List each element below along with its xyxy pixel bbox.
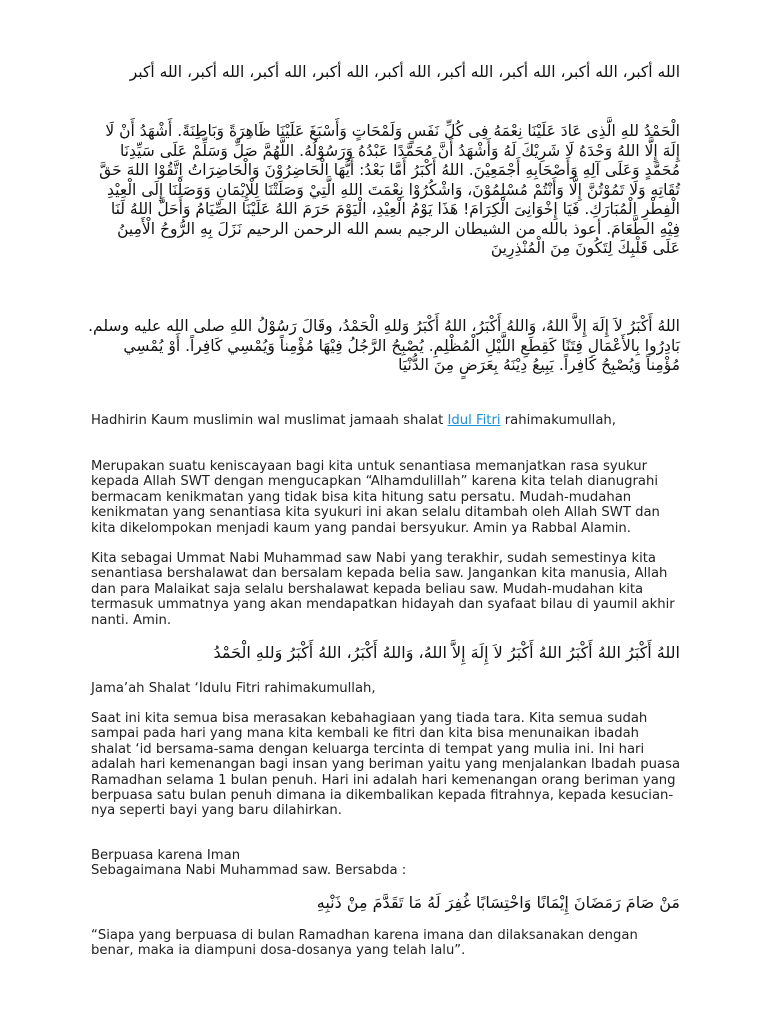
greeting-paragraph — [91, 413, 681, 428]
arabic-hadith-intro: اللهُ أَكْبَرُ لاَ إِلَهَ إِلاَّ اللهُ، وَاللهُ أَكْبَرُ، اللهُ أَكْبَرُ وَللهِ الْحَمْدُ، وقَالَ رَسُوْلُ اللهِ صلى الله عليه وسلم. بَادِرُوا بِالأَعْمَالِ فِتَنًا كَقِطَعِ اللَّيْلِ الْمُظْلِمِ. يُصْبِحُ الرَّجُلُ فِيْهَا مُؤْمِناً وَيُمْسِي كَافِراً. أَوْ يُمْسِي مُؤْمِناً وَيُصْبِحُ كَافِراً. يَبِيعُ دِيْنَهُ بِعَرَضٍ مِنَ الدُّنْيَا — [88, 317, 680, 374]
greeting-text: Hadhirin Kaum muslimin wal muslimat jamaah shalat — [91, 413, 448, 428]
syukur-paragraph: Merupakan suatu keniscayaan bagi kita untuk senantiasa memanjatkan rasa syukur kepada Allah SWT dengan mengucapkan “Alhamdulillah” karena kita telah dianugrahi bermacam kenikmatan yang tidak bisa kita hitung satu persatu. Mudah-mudahan kenikmatan yang senantiasa kita syukuri ini akan selalu ditambah oleh Allah SWT dan kita dikelompokan menjadi kaum yang pandai bersyukur. Amin ya Rabbal Alamin. — [91, 459, 660, 536]
kemenangan-paragraph: Saat ini kita semua bisa merasakan kebahagiaan yang tiada tara. Kita semua sudah sampai pada hari yang mana kita kembali ke fitri dan kita bisa menunaikan ibadah shalat ‘id bersama-sama dengan keluarga tercinta di tempat yang mulia ini. Ini hari adalah hari kemenangan bagi insan yang beriman yaitu yang menjalankan Ibadah puasa Ramadhan selama 1 bulan penuh. Hari ini adalah hari kemenangan orang beriman yang berpuasa satu bulan penuh dimana ia dikembalikan kepada fitrahnya, kepada kesuciannya seperti bayi yang baru dilahirkan. — [91, 711, 681, 819]
hadith-intro: Sebagaimana Nabi Muhammad saw. Bersabda : — [91, 863, 407, 879]
arabic-hadith-ramadhan: مَنْ صَامَ رَمَضَانَ إِيْمَانًا وَاحْتِسَابًا غُفِرَ لَهُ مَا تَقَدَّمَ مِنْ ذَنْبِهِ — [316, 893, 680, 912]
puasa-heading: Berpuasa karena Iman — [91, 848, 241, 863]
hadith-translation: “Siapa yang berpuasa di bulan Ramadhan karena imana dan dilaksanakan dengan benar, maka ia diampuni dosa-dosanya yang telah lalu”. — [91, 928, 638, 959]
arabic-takbir-intro: الله أكبر، الله أكبر، الله أكبر، الله أكبر، الله أكبر، الله أكبر، الله أكبر، الله أكبر، الله أكبر — [129, 63, 680, 81]
idul-fitri-link[interactable]: Idul Fitri — [447, 413, 501, 428]
shalawat-paragraph: Kita sebagai Ummat Nabi Muhammad saw Nabi yang terakhir, sudah semestinya kita senantiasa bershalawat dan bersalam kepada belia saw. Jangankan kita manusia, Allah dan para Malaikat saja selalu bershalawat kepada beliau saw. Mudah-mudahan kita termasuk ummatnya yang akan mendapatkan hidayah dan syafaat bilau di yaumil akhir nanti. Amin. — [91, 551, 675, 628]
arabic-opening-prayer: الْحَمْدُ للهِ الَّذِى عَادَ عَلَيْنَا نِعْمَهُ فِى كُلِّ نَفَسٍ وَلَمْحَاتٍ وَأَسْبَغَ عَلَيْنَا ظَاهِرَةً وَبَاطِنَةً. أَشْهَدُ أَنْ لَا إِلَهَ إِلَّا اللهُ وَحْدَهُ لَا شَرِيْكَ لَهُ وَأَشْهَدُ أَنَّ مُحَمَّدًا عَبْدُهُ وَرَسُوْلُهُ. اللَّهُمَّ صَلِّ وَسَلِّمْ عَلَى سَيِّدِنَا مُحَمَّدٍ وَعَلَى آلِهِ وَأَصْحَابِهِ أَجْمَعِيْنَ. اللهُ أَكْبَرُ أَمَّا بَعْدُ: أَيُّهَا الْحَاضِرُوْنَ وَالْحَاضِرَاتُ اِتَّقُوْا اللهَ حَقَّ تُقَاتِهِ وَلَا تَمُوْتُنَّ إِلَّا وَأَنْتُمْ مُسْلِمُوْنَ، وَاشْكُرُوْا نِعْمَتَ اللهِ الَّتِيْ وَصَلَتْنَا لِلْإِيْمَانِ وَوَصَلْنَا إِلَى الْعِيْدِ الْفِطْرِ الْمُبَارَكِ. فَيَا إِخْوَانِىَ الْكِرَامَ! هَذَا يَوْمُ الْعِيْدِ، الْيَوْمَ حَرَمَ اللهُ عَلَيْنَا الصِّيَامُ وَأَحَلَّ اللهُ لَنَا فِيْهِ الطَّعَامَ. أعوذ بالله من الشيطان الرجيم بسم الله الرحمن الرحيم نَزَلَ بِهِ الرُّوحُ الْأَمِينُ عَلَى قَلْبِكَ لِتَكُونَ مِنَ الْمُنْذِرِينَ — [99, 122, 680, 257]
greeting-suffix: rahimakumullah, — [500, 413, 616, 428]
puasa-section — [91, 848, 681, 879]
jamaah-greeting: Jama’ah Shalat ‘Idulu Fitri rahimakumullah, — [91, 681, 376, 696]
arabic-takbir-line: اللهُ أَكْبَرُ اللهُ أَكْبَرُ اللهُ أَكْبَرُ لاَ إِلَهَ إِلاَّ اللهُ، وَاللهُ أَكْبَرُ، اللهُ أَكْبَرُ وَللهِ الْحَمْدُ — [213, 643, 680, 662]
